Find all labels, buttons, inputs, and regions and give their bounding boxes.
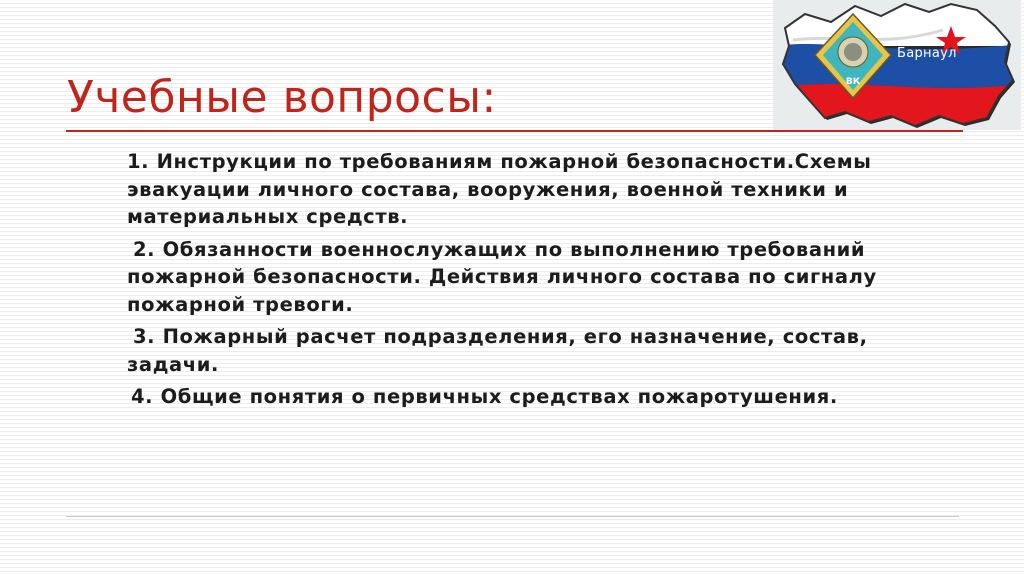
question-list xyxy=(127,148,887,416)
question-item-1: 1. Инструкции по требованиям пожарной безопасности.Схемы эвакуации личного состава, вооружения, военной техники и материальных средств. xyxy=(127,150,872,228)
question-item-4: 4. Общие понятия о первичных средствах пожаротушения. xyxy=(131,385,838,408)
slide-title: Учебные вопросы: xyxy=(67,72,497,123)
city-label: Барнаул xyxy=(897,46,957,61)
badge-text: ВК xyxy=(845,77,861,87)
question-item-2: 2. Обязанности военнослужащих по выполнению требований пожарной безопасности. Действия личного состава по сигналу пожарной тревоги. xyxy=(127,237,877,316)
question-item-3: 3. Пожарный расчет подразделения, его назначение, состав, задачи. xyxy=(127,325,868,376)
barnaul-emblem-icon xyxy=(773,0,1021,130)
footer-divider xyxy=(66,516,959,517)
title-divider xyxy=(66,130,963,132)
